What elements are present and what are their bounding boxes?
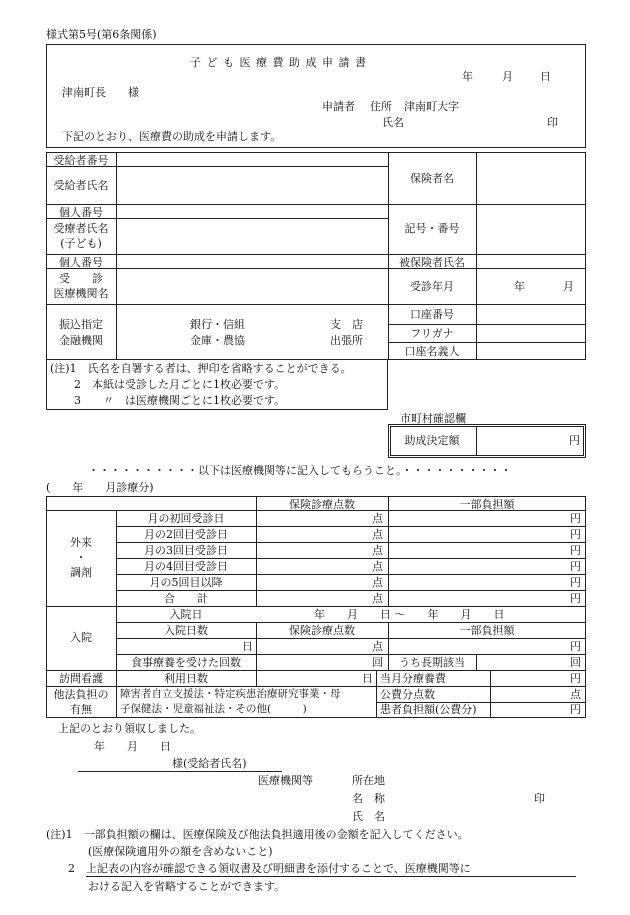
tougetsu-yen: 円 bbox=[570, 672, 581, 685]
jushin-month: 月 bbox=[563, 280, 574, 293]
riyou-day: 日 bbox=[362, 672, 373, 685]
branch-type-2: 出張所 bbox=[330, 334, 363, 347]
label-kojin-no-2: 個人番号 bbox=[59, 256, 103, 269]
nyuin-yen: 円 bbox=[570, 640, 581, 653]
label-furigana: フリガナ bbox=[410, 327, 454, 340]
kanja-label: 患者負担額(公費分) bbox=[380, 703, 477, 716]
tahou-1: 他法負担の bbox=[53, 688, 109, 701]
yen-4: 円 bbox=[570, 560, 581, 573]
meal-kai: 回 bbox=[372, 656, 383, 669]
visit-2: 月の2回目受診日 bbox=[144, 528, 228, 541]
note2-3: 2 上記表の内容が確認できる領収書及び明細書を添付することで、医療機関等に bbox=[68, 862, 471, 875]
ten-3: 点 bbox=[372, 544, 383, 557]
shozaichi-label: 所在地 bbox=[352, 774, 385, 787]
recipient-table bbox=[46, 152, 586, 360]
note1-3: 3 〃 は医療機関ごとに1枚必要です。 bbox=[74, 394, 286, 407]
label-kojin-no-1: 個人番号 bbox=[59, 206, 103, 219]
kouhi-points-label: 公費分点数 bbox=[380, 688, 435, 701]
ten-4: 点 bbox=[372, 560, 383, 573]
note1-1: (注)1 氏名を自署する者は、押印を省略することができる。 bbox=[50, 362, 352, 375]
shimei-label: 氏 名 bbox=[352, 810, 385, 823]
sama-label: 様(受給者氏名) bbox=[172, 757, 247, 770]
nyuin-date-range: 年 月 日 ～ 年 月 日 bbox=[314, 608, 505, 621]
label-jukyusha-no: 受給者番号 bbox=[53, 154, 109, 167]
tahou-text-1: 障害者自立支援法・特定疾患治療研究事業・母 bbox=[120, 688, 341, 700]
form-number: 様式第5号(第6条関係) bbox=[46, 28, 157, 41]
nyuin-col-burden: 一部負担額 bbox=[459, 624, 515, 637]
label-koza-meigi: 口座名義人 bbox=[404, 345, 460, 358]
nyuin-ten: 点 bbox=[372, 640, 383, 653]
applicant-address-label: 住所 bbox=[370, 100, 392, 113]
note2-4: おける記入を省略することができます。 bbox=[88, 880, 286, 893]
gairai-2: ・ bbox=[75, 551, 87, 564]
josei-yen: 円 bbox=[569, 434, 580, 447]
yen-3: 円 bbox=[570, 544, 581, 557]
iryo-seal: 印 bbox=[534, 792, 545, 805]
applicant-address-value[interactable]: 津南町大字 bbox=[404, 100, 459, 113]
visit-total: 合 計 bbox=[164, 592, 208, 605]
applicant-name-label: 氏名 bbox=[382, 116, 404, 129]
meisho-label: 名 称 bbox=[352, 792, 385, 805]
divider-text: ・・・・・・・・・・以下は医療機関等に記入してもらうこと。・・・・・・・・・・ bbox=[88, 464, 512, 477]
date-day: 日 bbox=[540, 70, 551, 83]
label-hokensha: 保険者名 bbox=[410, 172, 454, 185]
ten-2: 点 bbox=[372, 528, 383, 541]
yen-2: 円 bbox=[570, 528, 581, 541]
note2-2: (医療保険適用外の額を含めないこと) bbox=[88, 845, 273, 858]
tahou-2: 有無 bbox=[70, 703, 92, 716]
chouki-kai: 回 bbox=[570, 656, 581, 669]
kanja-yen: 円 bbox=[570, 703, 581, 716]
meal-label: 食事療養を受けた回数 bbox=[131, 656, 241, 669]
date-month: 月 bbox=[502, 70, 513, 83]
label-jushin-ym: 受診年月 bbox=[410, 280, 454, 293]
seal-mark: 印 bbox=[547, 116, 558, 129]
addressee: 津南町長 様 bbox=[62, 86, 139, 99]
ten-1: 点 bbox=[372, 512, 383, 525]
note1-2: 2 本紙は受診した月ごとに1枚必要です。 bbox=[74, 378, 286, 391]
receipt-date: 年 月 日 bbox=[94, 740, 171, 753]
date-year: 年 bbox=[462, 70, 473, 83]
label-jukyusha-name: 受給者氏名 bbox=[53, 179, 109, 192]
visit-4: 月の4回目受診日 bbox=[144, 560, 228, 573]
bank-type-1: 銀行・信組 bbox=[190, 318, 245, 331]
nyuin-label: 入院 bbox=[70, 631, 92, 644]
yen-1: 円 bbox=[570, 512, 581, 525]
label-kigo: 記号・番号 bbox=[404, 222, 460, 235]
tougetsu-label: 当月分療養費 bbox=[380, 672, 446, 685]
visit-1: 月の初回受診日 bbox=[147, 512, 225, 525]
jushin-year: 年 bbox=[514, 280, 525, 293]
visit-5: 月の5回目以降 bbox=[149, 576, 223, 589]
nyuin-date-label: 入院日 bbox=[169, 608, 203, 621]
ten-5: 点 bbox=[372, 576, 383, 589]
label-furikomi-1: 振込指定 bbox=[59, 318, 103, 331]
nyuin-day-unit: 日 bbox=[242, 640, 253, 653]
nyuin-days-label: 入院日数 bbox=[164, 624, 208, 637]
applicant-label: 申請者 bbox=[322, 100, 355, 113]
tahou-text-2: 子保健法・児童福祉法・その他( ) bbox=[120, 703, 307, 715]
receipt-text: 上記のとおり領収しました。 bbox=[58, 722, 201, 735]
label-jushin-1: 受 診 bbox=[59, 272, 103, 285]
yen-6: 円 bbox=[570, 592, 581, 605]
visit-3: 月の3回目受診日 bbox=[144, 544, 228, 557]
form-title: 子 ど も 医 療 費 助 成 申 請 書 bbox=[190, 56, 367, 69]
josei-label: 助成決定額 bbox=[404, 434, 460, 447]
intro-text: 下記のとおり、医療費の助成を申請します。 bbox=[62, 130, 282, 143]
label-jushinsha-sub: (子ども) bbox=[60, 237, 102, 250]
label-hihokensha: 被保険者氏名 bbox=[399, 256, 465, 269]
gairai-3: 調剤 bbox=[70, 566, 92, 579]
label-jushin-2: 医療機関名 bbox=[53, 287, 109, 300]
col-points: 保険診療点数 bbox=[289, 498, 355, 511]
iryo-label: 医療機関等 bbox=[258, 774, 313, 787]
label-jushinsha-name: 受療者氏名 bbox=[53, 222, 109, 235]
gairai-1: 外来 bbox=[70, 536, 92, 549]
chouki-label: うち長期該当 bbox=[399, 656, 465, 669]
riyou-label: 利用日数 bbox=[164, 672, 208, 685]
col-burden: 一部負担額 bbox=[459, 498, 515, 511]
shinryo-period: ( 年 月診療分) bbox=[46, 481, 154, 494]
label-koza-no: 口座番号 bbox=[410, 308, 454, 321]
note2-1: (注)1 一部負担額の欄は、医療保険及び他法負担適用後の金額を記入してください。 bbox=[46, 828, 469, 841]
label-furikomi-2: 金融機関 bbox=[59, 334, 103, 347]
yen-5: 円 bbox=[570, 576, 581, 589]
ten-6: 点 bbox=[372, 592, 383, 605]
branch-type-1: 支 店 bbox=[330, 318, 363, 331]
nyuin-col-points: 保険診療点数 bbox=[289, 624, 355, 637]
bank-type-2: 金庫・農協 bbox=[190, 334, 245, 347]
houmon-label: 訪問看護 bbox=[59, 672, 103, 685]
kouhi-ten: 点 bbox=[570, 688, 581, 701]
shichoson-label: 市町村確認欄 bbox=[400, 412, 466, 425]
